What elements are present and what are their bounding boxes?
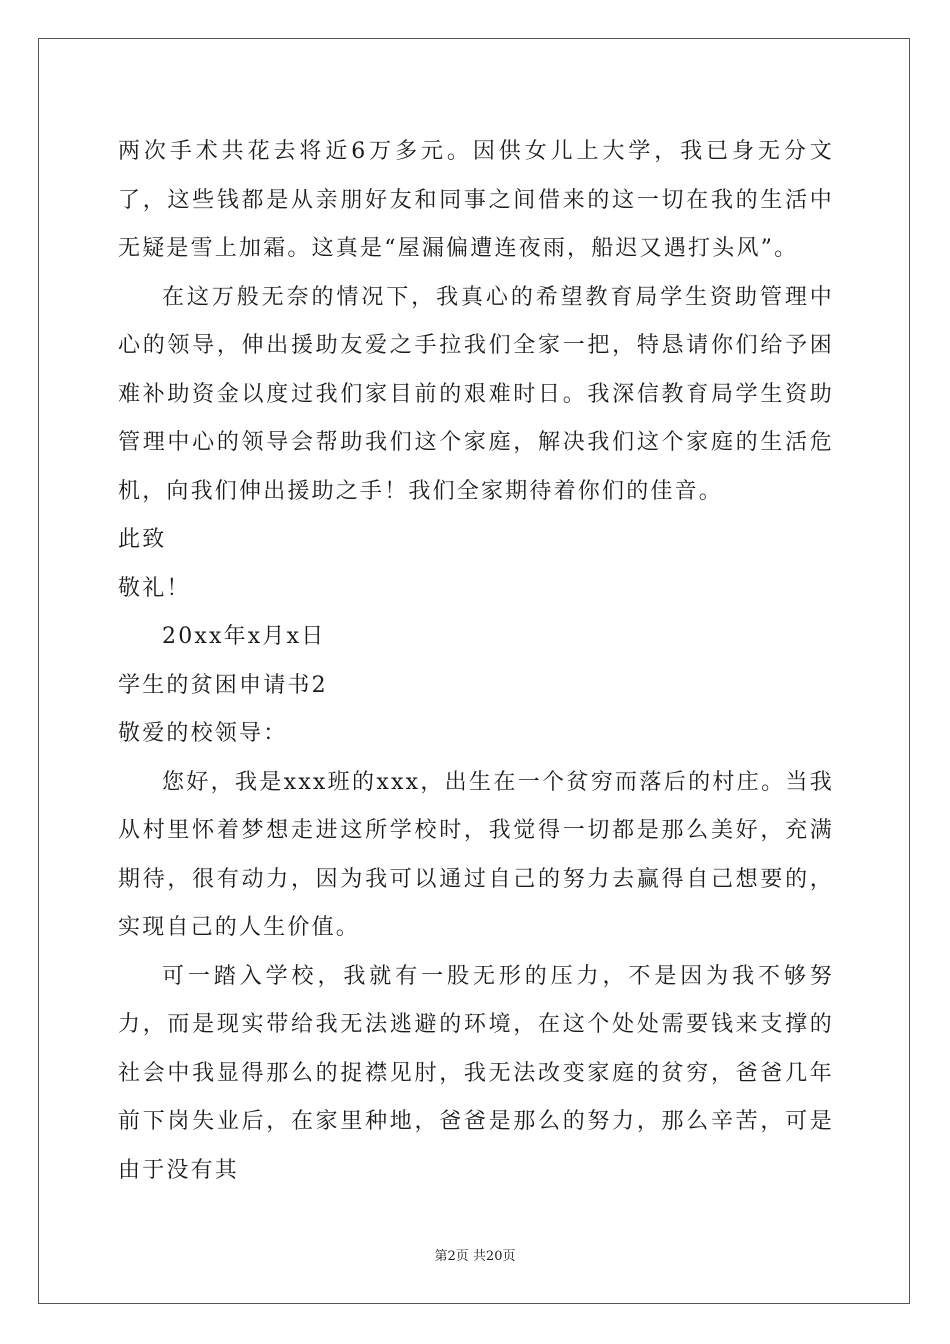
section-title: 学生的贫困申请书2 bbox=[118, 672, 328, 698]
salutation-regards: 敬礼！ bbox=[118, 575, 191, 601]
paragraph-3: 您好，我是xxx班的xxx，出生在一个贫穷而落后的村庄。当我从村里怀着梦想走进这所学校时，我觉得一切都是那么美好，充满期待，很有动力，因为我可以通过自己的努力去赢得自己想要的，实现自己的人生价值。 bbox=[118, 769, 834, 940]
document-body bbox=[118, 128, 834, 1195]
paragraph-4: 可一踏入学校，我就有一股无形的压力，不是因为我不够努力，而是现实带给我无法逃避的环境，在这个处处需要钱来支撑的社会中我显得那么的捉襟见肘，我无法改变家庭的贫穷，爸爸几年前下岗失业后，在家里种地，爸爸是那么的努力，那么辛苦，可是由于没有其 bbox=[118, 963, 834, 1183]
paragraph-2: 在这万般无奈的情况下，我真心的希望教育局学生资助管理中心的领导，伸出援助友爱之手拉我们全家一把，特恳请你们给予困难补助资金以度过我们家目前的艰难时日。我深信教育局学生资助管理中心的领导会帮助我们这个家庭，解决我们这个家庭的生活危机，向我们伸出援助之手！我们全家期待着你们的佳音。 bbox=[118, 284, 834, 504]
salutation-closing: 此致 bbox=[118, 527, 167, 552]
date-line: 20xx年x月x日 bbox=[162, 624, 326, 649]
page-number: 第2页 共20页 bbox=[434, 1249, 516, 1264]
greeting: 敬爱的校领导： bbox=[118, 721, 288, 746]
paragraph-1: 两次手术共花去将近6万多元。因供女儿上大学，我已身无分文了，这些钱都是从亲朋好友和同事之间借来的这一切在我的生活中无疑是雪上加霜。这真是“屋漏偏遭连夜雨，船迟又遇打头风”。 bbox=[118, 139, 834, 261]
